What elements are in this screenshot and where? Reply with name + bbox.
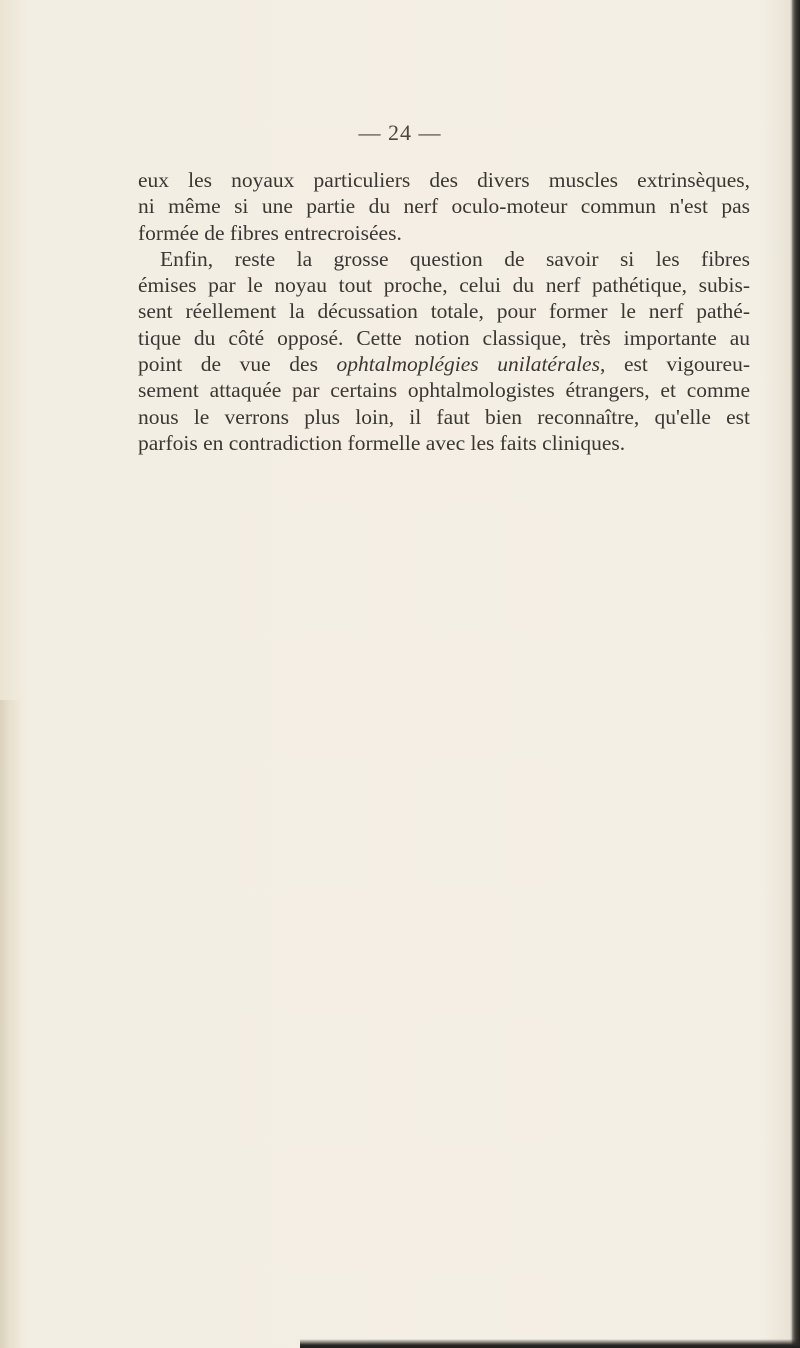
text-line: émises par le noyau tout proche, celui du nerf pathétique, subis- bbox=[138, 273, 750, 298]
text-line bbox=[138, 351, 750, 377]
page-right-edge bbox=[792, 0, 800, 1348]
text-line: parfois en contradiction formelle avec les faits cliniques. bbox=[138, 430, 626, 455]
text-segment: point de vue des bbox=[138, 352, 337, 377]
text-line: nous le verrons plus loin, il faut bien reconnaître, qu'elle est bbox=[138, 404, 750, 429]
text-line: formée de fibres entrecroisées. bbox=[138, 220, 402, 245]
text-line: Enfin, reste la grosse question de savoir si les fibres bbox=[160, 246, 750, 271]
italic-term: ophtalmoplégies unilatérales bbox=[336, 352, 600, 377]
body-text bbox=[138, 167, 750, 456]
page-number: — 24 — bbox=[358, 120, 442, 145]
text-line: eux les noyaux particuliers des divers muscles extrinsèques, bbox=[138, 168, 750, 192]
page-bottom-edge bbox=[300, 1339, 800, 1348]
text-line: sement attaquée par certains ophtalmologistes étrangers, et comme bbox=[138, 378, 750, 403]
text-line: tique du côté opposé. Cette notion classique, très importante au bbox=[138, 325, 750, 350]
text-line: ni même si une partie du nerf oculo-moteur commun n'est pas bbox=[138, 194, 750, 219]
text-line: sent réellement la décussation totale, pour former le nerf pathé- bbox=[138, 299, 750, 324]
text-segment: , est vigoureu- bbox=[599, 352, 751, 377]
page-left-shadow bbox=[0, 700, 22, 1348]
